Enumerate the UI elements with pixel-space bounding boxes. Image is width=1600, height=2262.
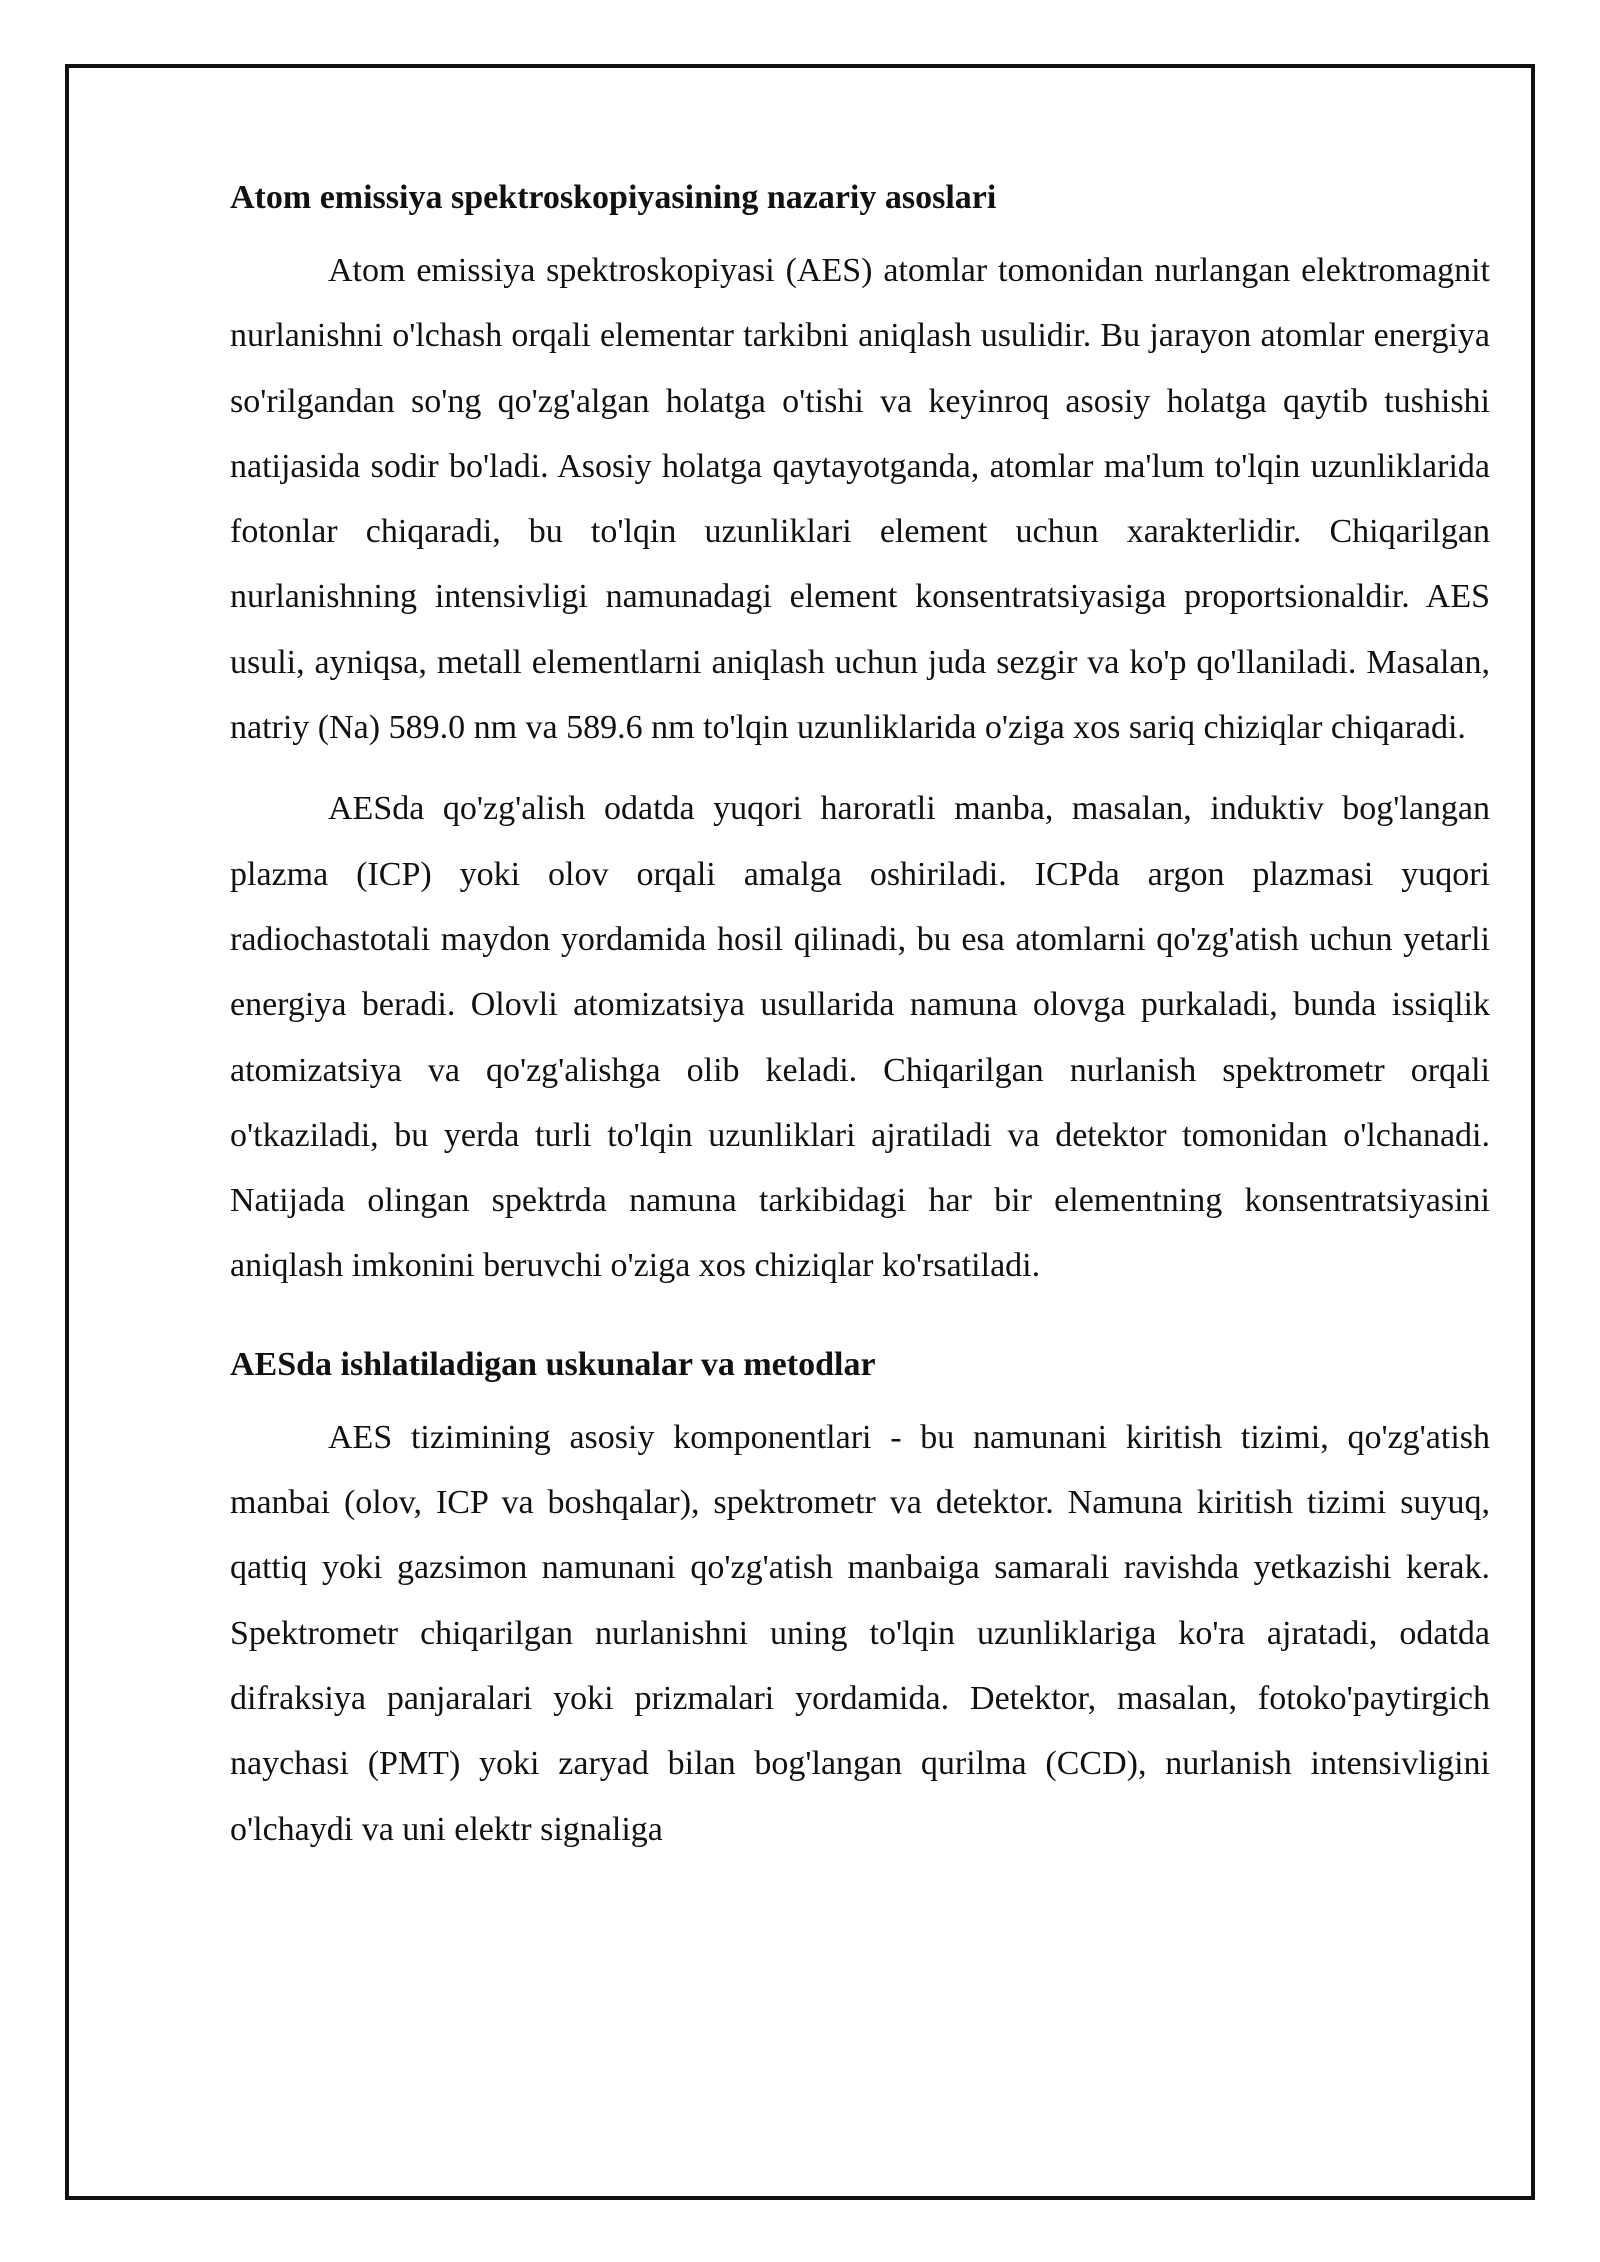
section-heading-equipment: AESda ishlatiladigan uskunalar va metodlar — [230, 1345, 876, 1383]
section-heading-theory: Atom emissiya spektroskopiyasining nazariy asoslari — [230, 179, 997, 216]
paragraph-excitation-sources: AESda qo'zg'alish odatda yuqori haroratli manba, masalan, induktiv bog'langan plazma (ICP) yoki olov orqali amalga oshiriladi. ICPda argon plazmasi yuqori radiochastotali maydon yordamida hosil qilinadi, bu esa atomlarni qo'zg'atish uchun yetarli energiya beradi. Olovli atomizatsiya usullarida namuna olovga purkaladi, bunda issiqlik atomizatsiya va qo'zg'alishga olib keladi. Chiqarilgan nurlanish spektrometr orqali o'tkaziladi, bu yerda turli to'lqin uzunliklari ajratiladi va detektor tomonidan o'lchanadi. Natijada olingan spektrda namuna tarkibidagi har bir elementning konsentratsiyasini aniqlash imkonini beruvchi o'ziga xos chiziqlar ko'rsatiladi. — [230, 790, 1490, 1285]
paragraph-system-components: AES tizimining asosiy komponentlari - bu namunani kiritish tizimi, qo'zg'atish manbai (olov, ICP va boshqalar), spektrometr va detektor. Namuna kiritish tizimi suyuq, qattiq yoki gazsimon namunani qo'zg'atish manbaiga samarali ravishda yetkazishi kerak. Spektrometr chiqarilgan nurlanishni uning to'lqin uzunliklariga ko'ra ajratadi, odatda difraksiya panjaralari yoki prizmalari yordamida. Detektor, masalan, fotoko'paytirgich naychasi (PMT) yoki zaryad bilan bog'langan qurilma (CCD), nurlanish intensivligini o'lchaydi va uni elektr signaliga — [230, 1418, 1490, 1848]
paragraph-aes-definition: Atom emissiya spektroskopiyasi (AES) atomlar tomonidan nurlangan elektromagnit nurlanishni o'lchash orqali elementar tarkibni aniqlash usulidir. Bu jarayon atomlar energiya so'rilgandan so'ng qo'zg'algan holatga o'tishi va keyinroq asosiy holatga qaytib tushishi natijasida sodir bo'ladi. Asosiy holatga qaytayotganda, atomlar ma'lum to'lqin uzunliklarida fotonlar chiqaradi, bu to'lqin uzunliklari element uchun xarakterlidir. Chiqarilgan nurlanishning intensivligi namunadagi element konsentratsiyasiga proportsionaldir. AES usuli, ayniqsa, metall elementlarni aniqlash uchun juda sezgir va ko'p qo'llaniladi. Masalan, natriy (Na) 589.0 nm va 589.6 nm to'lqin uzunliklarida o'ziga xos sariq chiziqlar chiqaradi. — [230, 252, 1490, 747]
document-body — [230, 170, 1490, 1878]
